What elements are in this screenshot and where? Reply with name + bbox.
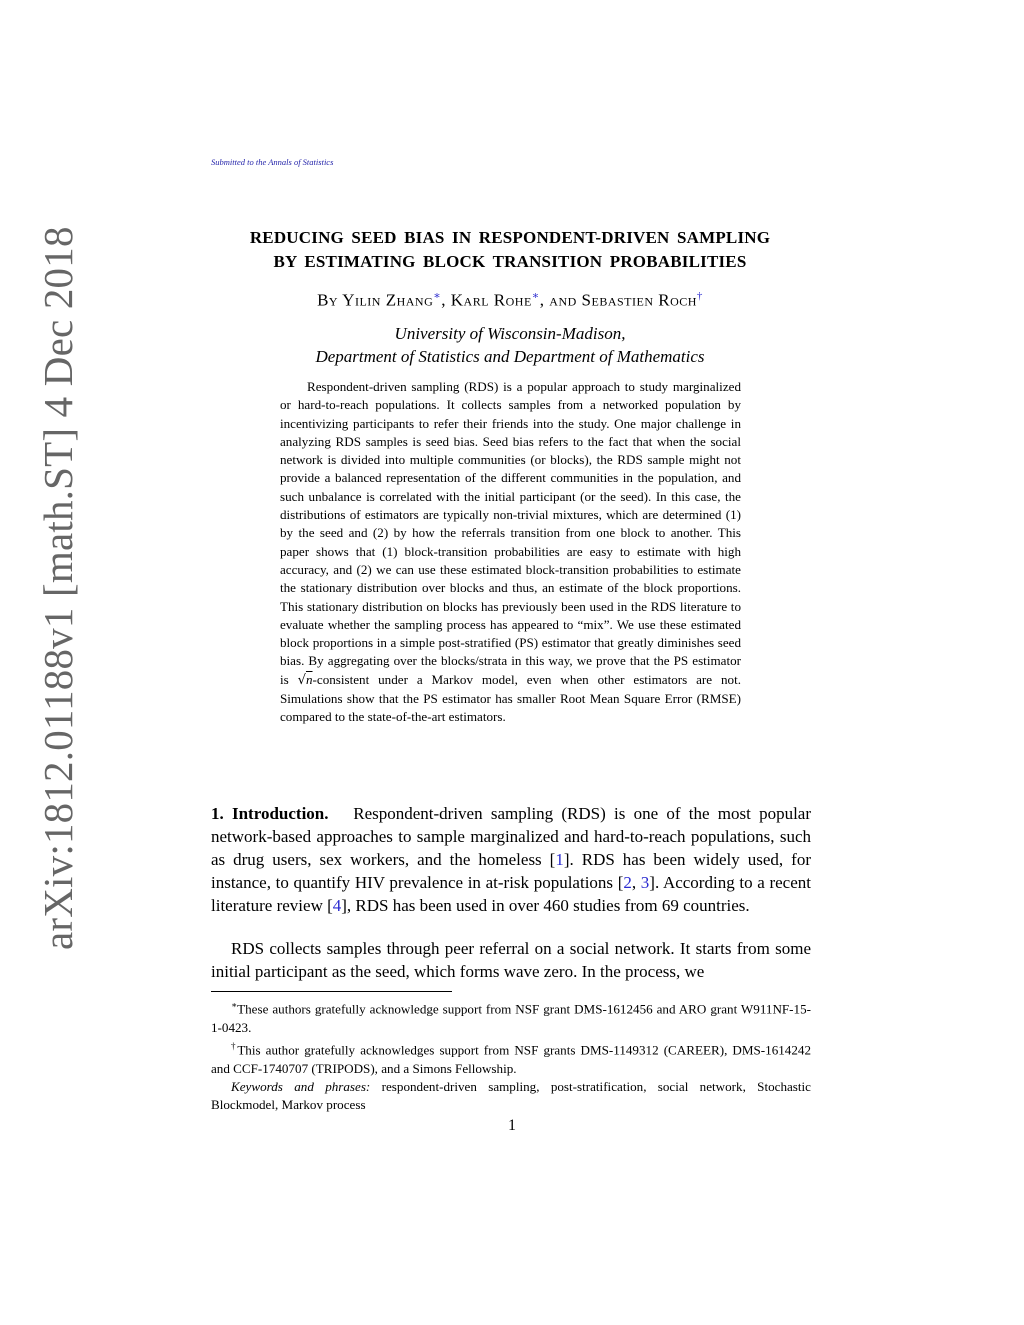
author-list	[200, 289, 820, 311]
keywords	[211, 1078, 811, 1115]
author-separator: ,	[441, 290, 451, 310]
body-text: ]. RDS has been widely used, for instance, to quantify HIV prevalence in at-risk populations [	[211, 850, 811, 892]
footnote-marker[interactable]: †	[696, 290, 703, 302]
author-name: Karl Rohe	[450, 290, 532, 310]
introduction-paragraph-2: RDS collects samples through peer referral on a social network. It starts from some initial participant as the seed, which forms wave zero. In the process, we	[211, 939, 811, 981]
author-separator: , and	[539, 290, 582, 310]
footnote-marker[interactable]: ∗	[433, 290, 442, 302]
author-name: Yilin Zhang	[342, 290, 434, 310]
body-text: ,	[631, 873, 641, 892]
footnote-marker[interactable]: ∗	[531, 290, 540, 302]
citation-link[interactable]: 4	[332, 896, 342, 915]
arxiv-identifier-stamp: arXiv:1812.01188v1 [math.ST] 4 Dec 2018	[35, 226, 81, 950]
keywords-text: respondent-driven sampling, post-stratification, social network, Stochastic Blockmodel, Markov process	[211, 1078, 811, 1113]
journal-submission-note: Submitted to the Annals of Statistics	[211, 157, 334, 167]
citation-link[interactable]: 1	[555, 850, 564, 869]
citation-link[interactable]: 3	[640, 873, 650, 892]
footnote-1	[211, 996, 811, 1037]
title-line-2: BY ESTIMATING BLOCK TRANSITION PROBABILITIES	[273, 252, 747, 271]
author-name: Sebastien Roch	[581, 290, 697, 310]
author-prefix: By	[317, 290, 343, 310]
footnotes	[211, 996, 811, 1115]
affiliation-line-2: Department of Statistics and Department of Mathematics	[315, 347, 705, 366]
affiliation	[200, 322, 820, 368]
footnote-divider	[211, 991, 452, 992]
abstract-text: Respondent-driven sampling (RDS) is a popular approach to study marginalized or hard-to-reach populations. It collects samples from a networked population by incentivizing participants to refer their friends into the study. One major challenge in analyzing RDS samples is seed bias. Seed bias refers to the fact that when the social network is divided into multiple communities (or blocks), the RDS sample might not provide a balanced representation of the different communities in the population, and such unbalance is correlated with the initial participant (or the seed). In this case, the distributions of estimators are typically non-trivial mixtures, which are determined (1) by the seed and (2) by how the referrals transition from one block to another. This paper shows that (1) block-transition probabilities are easy to estimate with high accuracy, and (2) we can use these estimated block-transition probabilities to estimate the stationary distribution over blocks and thus, an estimate of the block proportions. This stationary distribution on blocks has previously been used in the RDS literature to evaluate whether the sampling process has appeared to “mix”. We use these estimated block proportions in a simple post-stratified (PS) estimator that greatly diminishes seed bias. By aggregating over the blocks/strata in this way, we prove that the PS estimator is	[280, 379, 741, 687]
abstract-text: -consistent under a Markov model, even when other estimators are not. Simulations show that the PS estimator has smaller Root Mean Square Error (RMSE) compared to the state-of-the-art estimators.	[280, 671, 741, 725]
footnote-text: This author gratefully acknowledges support from NSF grants DMS-1149312 (CAREER), DMS-1614242 and CCF-1740707 (TRIPODS), and a Simons Fellowship.	[211, 1042, 811, 1076]
keywords-label: Keywords and phrases:	[231, 1078, 371, 1094]
sqrt-symbol: √	[297, 672, 306, 688]
footnote-text: These authors gratefully acknowledge support from NSF grant DMS-1612456 and ARO grant W911NF-15-1-0423.	[211, 1001, 811, 1035]
footnote-marker: ∗	[231, 1000, 238, 1010]
abstract	[280, 378, 741, 727]
body-text: Respondent-driven sampling (RDS) is one of the most popular network-based approaches to sample marginalized and hard-to-reach populations, such as drug users, sex workers, and the homeless [	[211, 804, 812, 869]
footnote-2	[211, 1037, 811, 1078]
sqrt-operand: n	[305, 671, 313, 687]
affiliation-line-1: University of Wisconsin-Madison,	[394, 324, 626, 343]
paper-title	[200, 226, 820, 274]
body-text: ], RDS has been used in over 460 studies from 69 countries.	[341, 896, 750, 915]
page-number: 1	[508, 1117, 516, 1134]
introduction-paragraph-1	[211, 802, 811, 917]
citation-link[interactable]: 2	[623, 873, 632, 892]
title-line-1: REDUCING SEED BIAS IN RESPONDENT-DRIVEN SAMPLING	[249, 228, 771, 247]
footnote-marker: †	[231, 1040, 238, 1051]
body-text: ]. According to a recent literature review [	[211, 873, 811, 915]
section-heading: 1. Introduction.	[211, 804, 329, 823]
